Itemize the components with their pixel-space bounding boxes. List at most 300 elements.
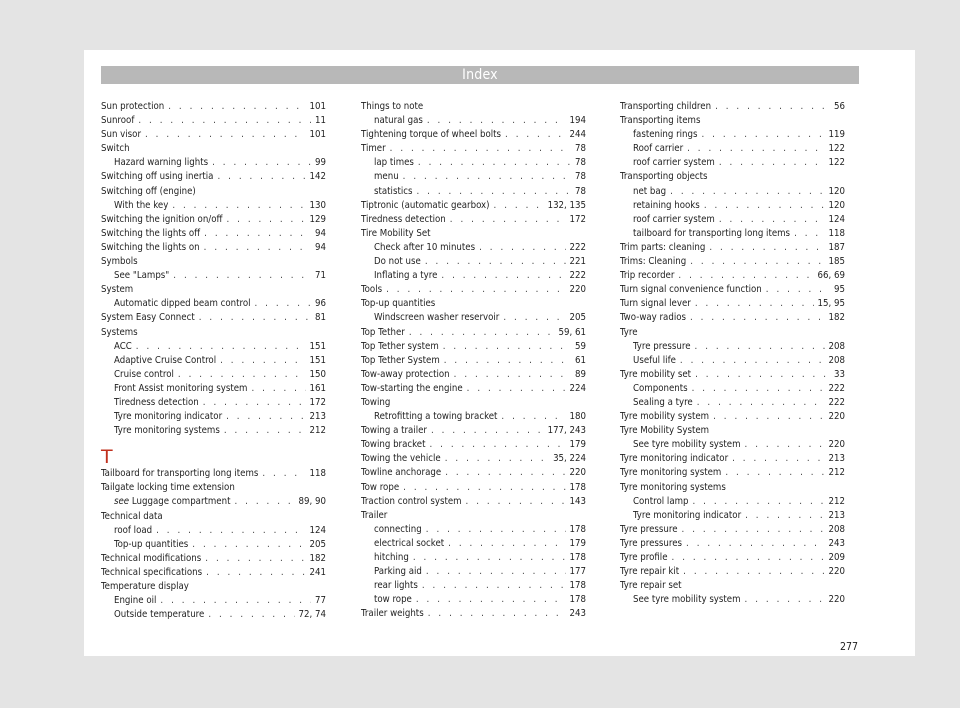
entry-page-ref: 15, 95 [817, 298, 845, 310]
index-entry [361, 382, 586, 396]
dot-leader [226, 213, 305, 227]
dot-leader [704, 199, 825, 213]
entry-term: Parking aid [374, 566, 422, 578]
entry-term: Windscreen washer reservoir [374, 312, 500, 324]
entry-term: tailboard for transporting long items [633, 227, 791, 239]
entry-term: Turn signal lever [620, 298, 691, 310]
entry-page-ref: 222 [569, 270, 586, 282]
index-heading [101, 283, 326, 297]
entry-page-ref: 182 [828, 312, 845, 324]
entry-term: connecting [374, 523, 422, 535]
dot-leader [203, 396, 306, 410]
dot-leader [466, 495, 566, 509]
entry-term: Top-up quantities [361, 298, 436, 310]
dot-leader [701, 128, 824, 142]
entry-page-ref: 59, 61 [558, 326, 586, 338]
index-entry [101, 608, 326, 622]
entry-page-ref: 179 [569, 439, 586, 451]
index-entry [101, 213, 326, 227]
index-entry [620, 311, 845, 325]
dot-leader [413, 551, 566, 565]
index-entry [101, 156, 326, 170]
dot-leader [725, 466, 824, 480]
see-reference: see [114, 496, 130, 508]
dot-leader [212, 156, 311, 170]
index-entry [620, 269, 845, 283]
entry-term: Front Assist monitoring system [114, 382, 248, 394]
dot-leader [422, 579, 566, 593]
dot-leader [745, 593, 825, 607]
index-entry [101, 114, 326, 128]
dot-leader [686, 537, 825, 551]
index-entry [101, 100, 326, 114]
entry-page-ref: 33 [834, 368, 845, 380]
dot-leader [695, 340, 825, 354]
entry-term: Things to note [361, 101, 424, 112]
entry-page-ref: 61 [575, 354, 586, 366]
index-entry [361, 537, 586, 551]
dot-leader [206, 566, 305, 580]
dot-leader [443, 340, 571, 354]
dot-leader [386, 283, 565, 297]
dot-leader [427, 114, 566, 128]
entry-term: Switching the lights on [101, 241, 200, 253]
entry-term: Tyre monitoring indicator [633, 509, 742, 521]
entry-term: electrical socket [374, 537, 445, 549]
dot-leader [745, 438, 825, 452]
dot-leader [709, 241, 824, 255]
index-entry [361, 128, 586, 142]
entry-term: Trim parts: cleaning [620, 241, 706, 253]
index-entry [101, 524, 326, 538]
entry-page-ref: 244 [569, 129, 586, 141]
entry-page-ref: 194 [569, 115, 586, 127]
index-entry [620, 396, 845, 410]
dot-leader [450, 213, 566, 227]
entry-term: Control lamp [633, 495, 689, 507]
dot-leader [234, 495, 294, 509]
index-entry [361, 114, 586, 128]
entry-page-ref: 96 [315, 298, 326, 310]
entry-term: Technical specifications [101, 566, 203, 578]
entry-term: hitching [374, 552, 409, 563]
dot-leader [204, 241, 311, 255]
entry-page-ref: 151 [309, 354, 326, 366]
entry-page-ref: 209 [828, 552, 845, 563]
dot-leader [403, 170, 571, 184]
dot-leader [220, 354, 305, 368]
entry-term: Trailer [361, 509, 388, 521]
entry-term: Sun protection [101, 101, 165, 112]
dot-leader [416, 593, 566, 607]
index-entry [361, 326, 586, 340]
entry-term: Technical data [101, 510, 163, 522]
entry-term: Useful life [633, 354, 676, 366]
dot-leader [687, 142, 824, 156]
entry-term: Hazard warning lights [114, 157, 209, 169]
dot-leader [192, 538, 305, 552]
index-entry [101, 128, 326, 142]
index-entry [620, 466, 845, 480]
entry-page-ref: 101 [309, 101, 326, 112]
index-entry [361, 213, 586, 227]
index-entry [361, 424, 586, 438]
entry-term: Transporting items [620, 115, 701, 127]
entry-term: Tow-starting the engine [361, 382, 463, 394]
entry-term: Top Tether [361, 326, 405, 338]
entry-term: fastening rings [633, 129, 698, 141]
entry-page-ref: 178 [569, 481, 586, 493]
entry-page-ref: 224 [569, 382, 586, 394]
index-entry [101, 495, 326, 509]
index-heading [361, 396, 586, 410]
index-entry [361, 283, 586, 297]
dot-leader [445, 452, 549, 466]
entry-term-text: Luggage compartment [131, 496, 231, 508]
entry-term: Tightening torque of wheel bolts [361, 129, 502, 141]
entry-term: tow rope [374, 594, 412, 606]
index-column-3 [620, 100, 845, 607]
index-entry [361, 170, 586, 184]
dot-leader [255, 297, 312, 311]
entry-term: Tools [361, 284, 383, 296]
dot-leader [409, 326, 555, 340]
index-entry [361, 607, 586, 621]
entry-term: retaining hooks [633, 199, 700, 211]
dot-leader [690, 311, 825, 325]
entry-page-ref: 220 [569, 284, 586, 296]
dot-leader [454, 368, 571, 382]
dot-leader [136, 340, 306, 354]
index-entry [620, 340, 845, 354]
entry-page-ref: 205 [309, 538, 326, 550]
index-heading [620, 481, 845, 495]
entry-page-ref: 220 [828, 439, 845, 451]
entry-page-ref: 178 [569, 580, 586, 592]
entry-page-ref: 66, 69 [817, 270, 845, 282]
entry-page-ref: 241 [309, 566, 326, 578]
entry-page-ref: 222 [569, 241, 586, 253]
section-letter: T [101, 446, 113, 469]
dot-leader [692, 382, 825, 396]
dot-leader [173, 269, 311, 283]
entry-page-ref: 150 [309, 368, 326, 380]
entry-page-ref: 221 [569, 256, 586, 268]
dot-leader [693, 495, 825, 509]
index-entry [101, 241, 326, 255]
entry-term: Tyre monitoring system [620, 467, 722, 479]
dot-leader [156, 524, 305, 538]
entry-term: Retrofitting a towing bracket [374, 411, 498, 423]
index-entry [620, 410, 845, 424]
dot-leader [690, 255, 824, 269]
entry-page-ref: 89, 90 [298, 496, 326, 508]
dot-leader [732, 452, 824, 466]
entry-term: See "Lamps" [114, 270, 170, 282]
index-entry [620, 452, 845, 466]
dot-leader [766, 283, 830, 297]
entry-page-ref: 172 [569, 213, 586, 225]
dot-leader [494, 199, 544, 213]
entry-page-ref: 101 [309, 129, 326, 141]
dot-leader [199, 311, 311, 325]
index-entry [361, 311, 586, 325]
entry-term: Tyre pressures [620, 537, 683, 549]
dot-leader [678, 269, 813, 283]
index-entry [101, 566, 326, 580]
dot-leader [683, 565, 824, 579]
dot-leader [503, 311, 565, 325]
entry-term: Tiredness detection [361, 213, 446, 225]
index-heading [101, 481, 326, 495]
index-entry [620, 283, 845, 297]
entry-term: Tire Mobility Set [361, 227, 431, 239]
index-entry [361, 438, 586, 452]
dot-leader [416, 185, 571, 199]
index-entry [101, 424, 326, 438]
index-entry [101, 552, 326, 566]
index-entry [361, 466, 586, 480]
entry-term: See tyre mobility system [633, 439, 741, 451]
entry-term: Towing the vehicle [361, 453, 441, 465]
entry-term: Tyre repair kit [620, 566, 680, 578]
entry-page-ref: 243 [828, 537, 845, 549]
dot-leader [205, 552, 305, 566]
entry-page-ref: 124 [309, 524, 326, 536]
page-number: 277 [839, 641, 858, 653]
dot-leader [695, 297, 814, 311]
dot-leader [429, 438, 565, 452]
entry-term: Systems [101, 326, 138, 338]
dot-leader [226, 410, 305, 424]
dot-leader [428, 607, 566, 621]
entry-term: Tyre monitoring indicator [114, 411, 223, 423]
entry-page-ref: 220 [828, 594, 845, 606]
entry-page-ref: 122 [828, 143, 845, 155]
entry-page-ref: 122 [828, 157, 845, 169]
index-entry [361, 495, 586, 509]
dot-leader [262, 467, 305, 481]
dot-leader [431, 424, 544, 438]
dot-leader [682, 523, 825, 537]
entry-page-ref: 89 [575, 368, 586, 380]
dot-leader [138, 114, 311, 128]
index-heading [620, 170, 845, 184]
dot-leader [719, 213, 825, 227]
index-entry [101, 396, 326, 410]
index-entry [620, 156, 845, 170]
dot-leader [224, 424, 306, 438]
entry-page-ref: 78 [575, 157, 586, 169]
dot-leader [418, 156, 571, 170]
entry-page-ref: 178 [569, 552, 586, 563]
index-entry [361, 156, 586, 170]
entry-page-ref: 35, 224 [553, 453, 586, 465]
index-entry [361, 368, 586, 382]
entry-page-ref: 120 [828, 185, 845, 197]
dot-leader [719, 156, 825, 170]
dot-leader [426, 523, 566, 537]
entry-page-ref: 213 [828, 509, 845, 521]
entry-term: roof carrier system [633, 213, 715, 225]
entry-term: roof load [114, 524, 153, 536]
dot-leader [670, 185, 824, 199]
entry-term: System [101, 284, 134, 296]
entry-term: rear lights [374, 580, 418, 592]
dot-leader [695, 368, 830, 382]
entry-page-ref: 187 [828, 241, 845, 253]
entry-term: roof carrier system [633, 157, 715, 169]
entry-term: Towing bracket [361, 439, 426, 451]
dot-leader [505, 128, 566, 142]
entry-term: Sun visor [101, 129, 141, 141]
index-entry [620, 382, 845, 396]
dot-leader [217, 170, 305, 184]
index-entry [101, 594, 326, 608]
entry-term: System Easy Connect [101, 312, 195, 324]
entry-page-ref: 59 [575, 340, 586, 352]
index-entry [361, 410, 586, 424]
entry-page-ref: 243 [569, 608, 586, 620]
entry-term: With the key [114, 199, 169, 211]
entry-page-ref: 99 [315, 157, 326, 169]
entry-term: Switching the ignition on/off [101, 213, 223, 225]
dot-leader [697, 396, 825, 410]
index-heading [101, 510, 326, 524]
entry-page-ref: 161 [309, 382, 326, 394]
dot-leader [145, 128, 306, 142]
entry-term: Transporting children [620, 101, 712, 112]
dot-leader [208, 608, 294, 622]
dot-leader [479, 241, 565, 255]
index-entry [361, 340, 586, 354]
entry-term: Top-up quantities [114, 538, 189, 550]
index-heading [101, 185, 326, 199]
entry-term: Tyre Mobility System [620, 425, 710, 437]
entry-page-ref: 94 [315, 227, 326, 239]
entry-term: Switching the lights off [101, 227, 201, 239]
entry-term: Tyre repair set [620, 580, 682, 592]
index-entry [620, 354, 845, 368]
index-entry [361, 523, 586, 537]
index-entry [361, 354, 586, 368]
entry-page-ref: 182 [309, 552, 326, 564]
entry-term: Switch [101, 143, 130, 155]
index-entry [101, 467, 326, 481]
index-heading [620, 114, 845, 128]
dot-leader [794, 227, 824, 241]
index-heading [620, 326, 845, 340]
index-entry [620, 565, 845, 579]
index-entry [361, 185, 586, 199]
entry-term: Top Tether system [361, 340, 439, 352]
entry-term: menu [374, 171, 399, 183]
dot-leader [178, 368, 306, 382]
dot-leader [467, 382, 566, 396]
entry-page-ref: 143 [569, 495, 586, 507]
index-heading [620, 424, 845, 438]
index-entry [620, 297, 845, 311]
entry-term: Tailboard for transporting long items [101, 468, 259, 480]
entry-term: Symbols [101, 256, 138, 268]
entry-term: Switching off using inertia [101, 171, 214, 183]
entry-term: Tiredness detection [114, 396, 199, 408]
entry-term: Switching off (engine) [101, 185, 196, 197]
entry-term: Trims: Cleaning [620, 256, 687, 268]
index-entry [101, 410, 326, 424]
index-entry [361, 551, 586, 565]
dot-leader [680, 354, 825, 368]
entry-term: Top Tether System [361, 354, 440, 366]
index-entry [101, 269, 326, 283]
entry-page-ref: 177, 243 [547, 425, 586, 437]
entry-term: Tyre [620, 326, 638, 338]
entry-term: Towing [361, 396, 391, 408]
entry-page-ref: 208 [828, 523, 845, 535]
entry-page-ref: 118 [828, 227, 845, 239]
entry-page-ref: 222 [828, 382, 845, 394]
index-entry [620, 199, 845, 213]
dot-leader [441, 269, 565, 283]
entry-term: Two-way radios [620, 312, 686, 324]
entry-page-ref: 95 [834, 284, 845, 296]
entry-page-ref: 129 [309, 213, 326, 225]
entry-page-ref: 177 [569, 566, 586, 578]
index-entry [620, 255, 845, 269]
entry-term: Trailer weights [361, 608, 424, 620]
dot-leader [745, 509, 824, 523]
index-entry [620, 495, 845, 509]
index-entry [101, 311, 326, 325]
entry-term: Towing a trailer [361, 425, 427, 437]
dot-leader [501, 410, 565, 424]
entry-page-ref: 220 [828, 411, 845, 423]
entry-term: Tyre mobility system [620, 411, 710, 423]
index-entry [361, 481, 586, 495]
entry-page-ref: 172 [309, 396, 326, 408]
index-heading [101, 326, 326, 340]
entry-page-ref: 220 [828, 566, 845, 578]
entry-page-ref: 212 [828, 495, 845, 507]
entry-page-ref: 118 [309, 468, 326, 480]
dot-leader [444, 354, 571, 368]
entry-term: Tyre monitoring indicator [620, 453, 729, 465]
entry-page-ref: 124 [828, 213, 845, 225]
entry-page-ref: 71 [315, 270, 326, 282]
page-header [101, 66, 859, 84]
index-entry [620, 128, 845, 142]
entry-term: Outside temperature [114, 609, 205, 621]
index-heading [101, 255, 326, 269]
entry-page-ref: 78 [575, 171, 586, 183]
dot-leader [403, 481, 565, 495]
entry-term: Engine oil [114, 595, 157, 607]
entry-page-ref: 120 [828, 199, 845, 211]
entry-term: Cruise control [114, 368, 174, 380]
dot-leader [445, 466, 565, 480]
entry-term: Automatic dipped beam control [114, 298, 251, 310]
entry-page-ref: 77 [315, 595, 326, 607]
entry-term: Transporting objects [620, 171, 708, 183]
entry-term [114, 495, 230, 509]
index-entry [620, 142, 845, 156]
entry-term: Check after 10 minutes [374, 241, 476, 253]
entry-term: lap times [374, 157, 414, 169]
index-entry [361, 593, 586, 607]
dot-leader [204, 227, 311, 241]
index-entry [620, 100, 845, 114]
entry-term: Roof carrier [633, 143, 684, 155]
